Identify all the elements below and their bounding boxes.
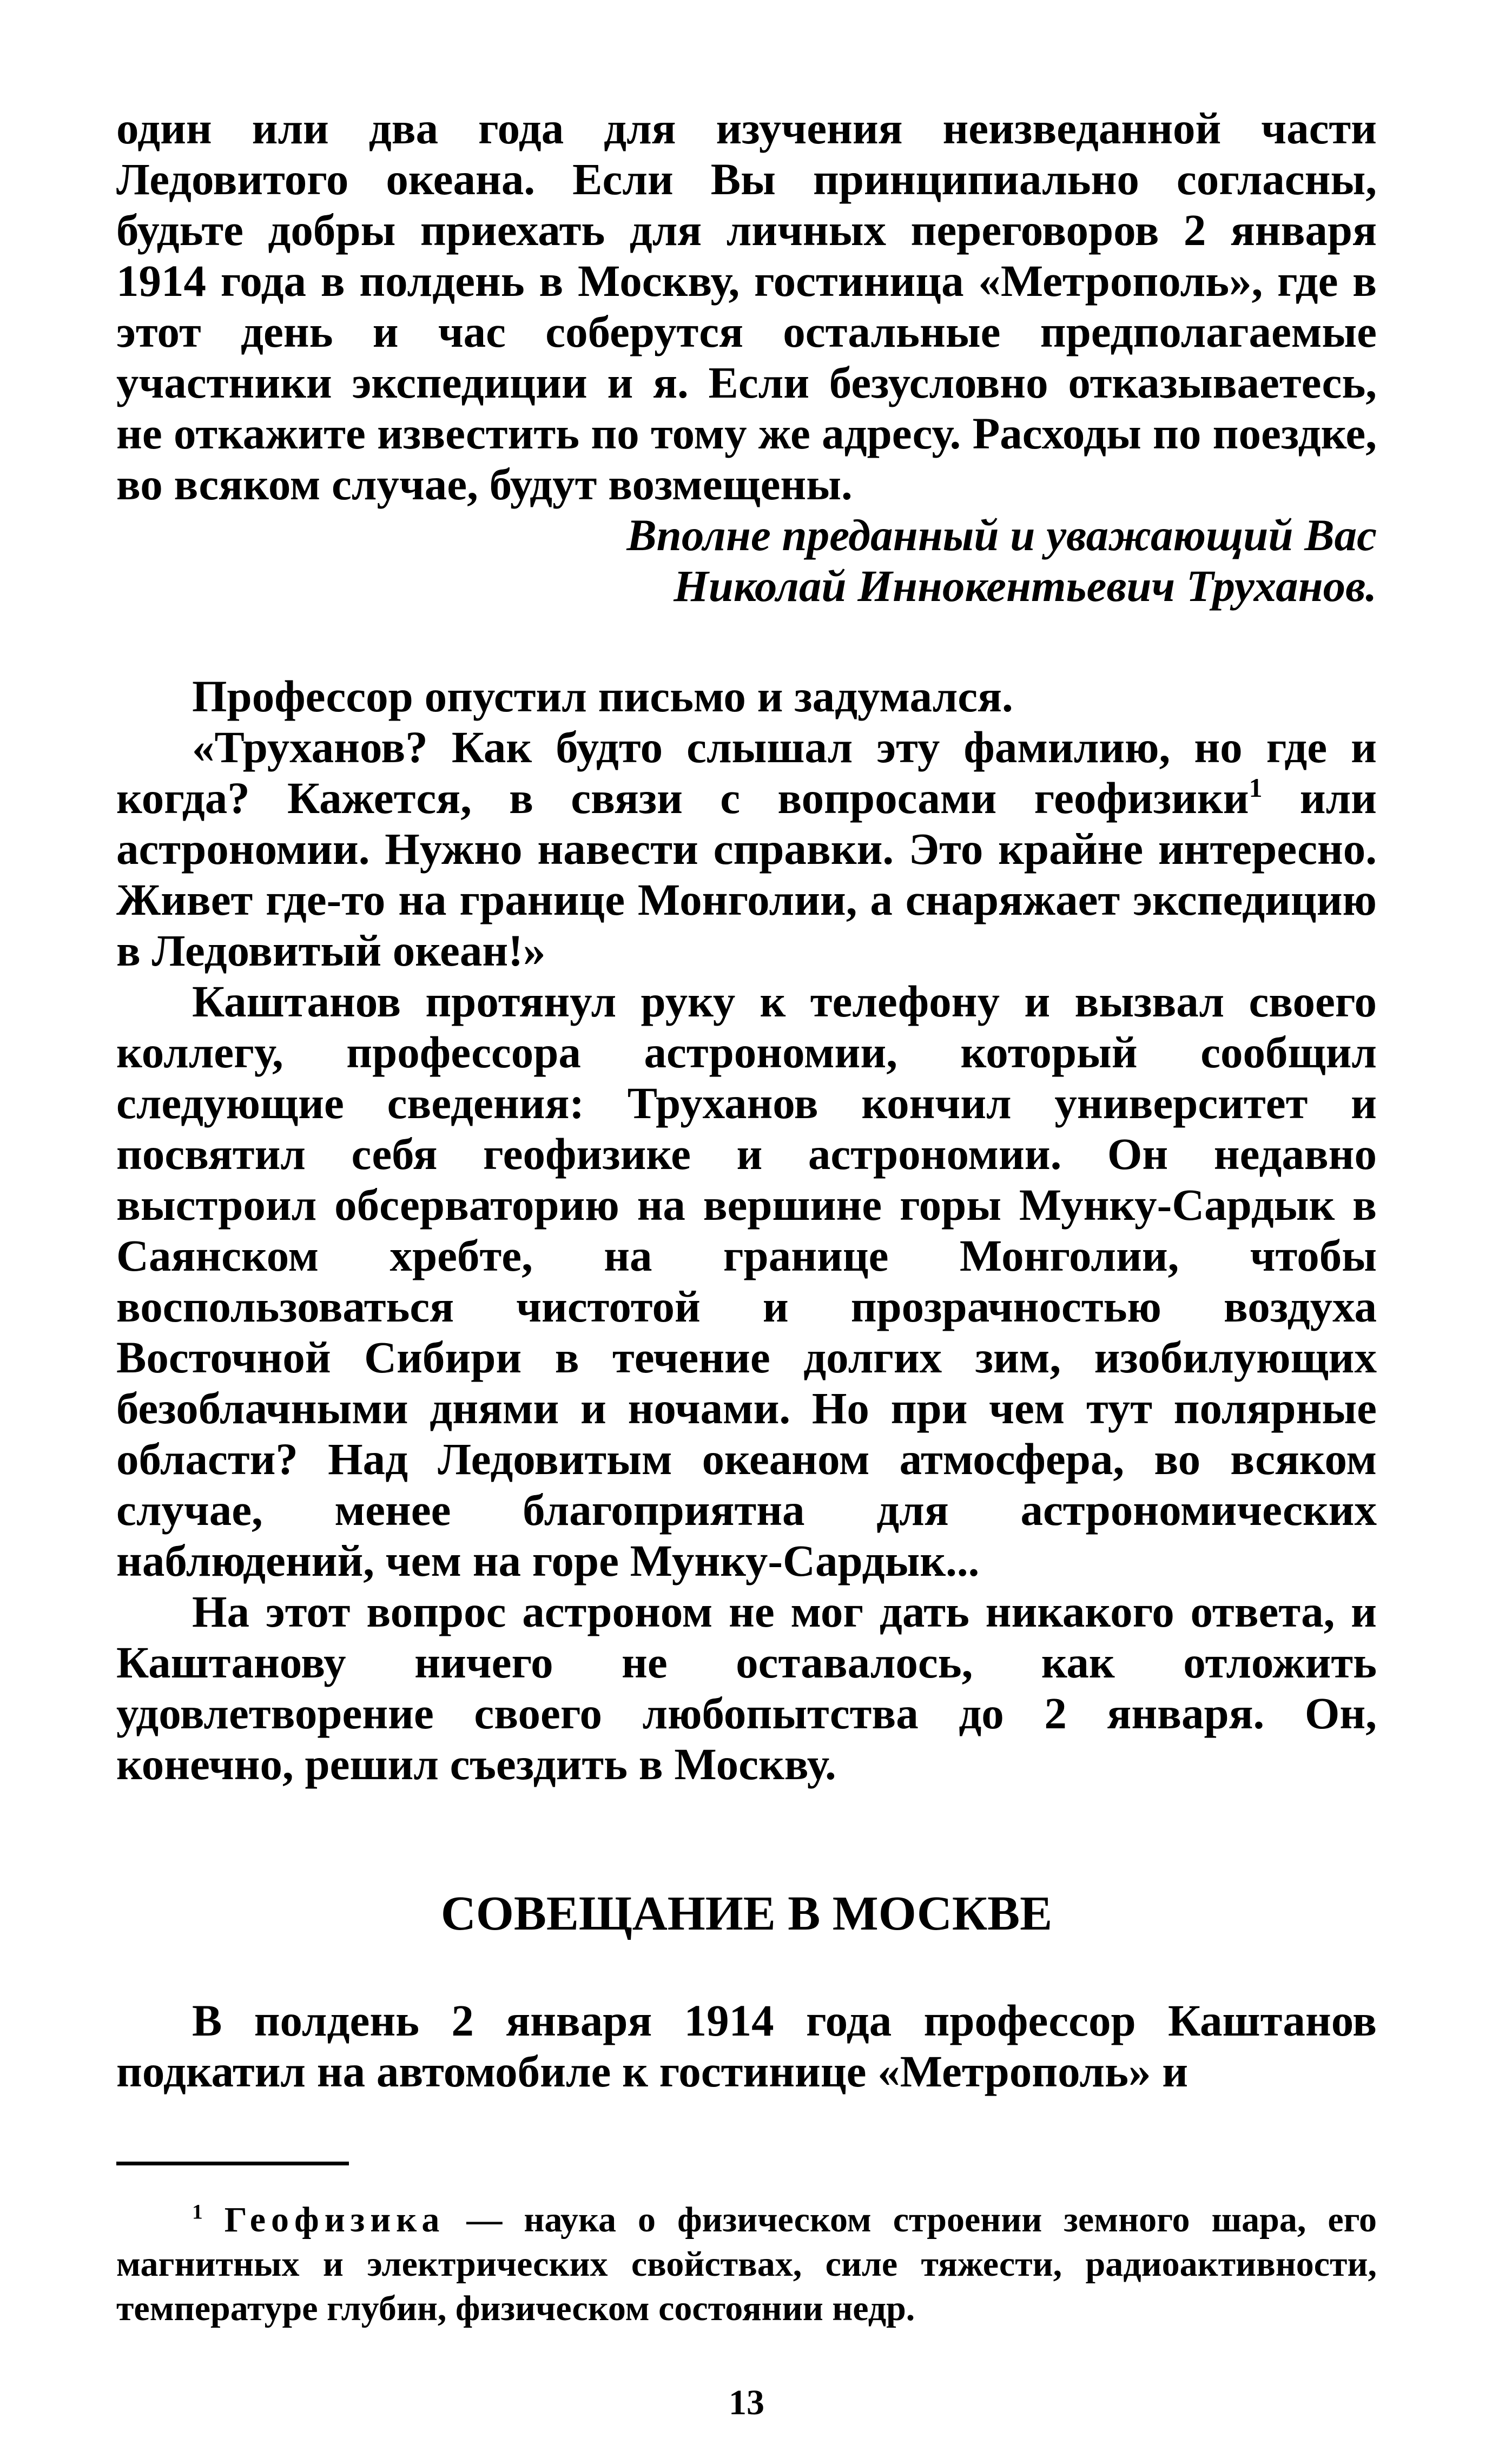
footnote-marker-ref: 1 (1249, 773, 1263, 803)
page-number: 13 (729, 2383, 764, 2422)
letter-closing: Вполне преданный и уважающий Вас (626, 510, 1377, 560)
section-paragraph-1: В полдень 2 января 1914 года профессор Каштанов подкатил на автомобиле к гостинице «Метрополь» и (116, 1996, 1377, 2096)
paragraph-4: На этот вопрос астроном не мог дать никакого ответа, и Каштанову ничего не оставалось, как отложить удовлетворение своего любопытства до 2 января. Он, конечно, решил съездить в Москву. (116, 1587, 1377, 1789)
footnote-term: Геофизика (224, 2200, 445, 2240)
paragraph-2-text-b: или астрономии. Нужно навести справки. Это крайне интересно. Живет где-то на границе Монголии, а снаряжает экспедицию в Ледовитый океан!» (116, 773, 1377, 975)
paragraph-3: Каштанов протянул руку к телефону и вызвал своего коллегу, профессора астрономии, который сообщил следующие сведения: Труханов кончил университет и посвятил себя геофизике и астрономии. Он недавно выстроил обсерваторию на вершине горы Мунку-Сардык в Саянском хребте, на границе Монголии, чтобы воспользоваться чистотой и прозрачностью воздуха Восточной Сибири в течение долгих зим, изобилующих безоблачными днями и ночами. Но при чем тут полярные области? Над Ледовитым океаном атмосфера, во всяком случае, менее благоприятна для астрономических наблюдений, чем на горе Мунку-Сардык... (116, 976, 1377, 1586)
footnote-text: — наука о физическом строении земного шара, его магнитных и электрических свойствах, силе тяжести, радиоактивности, температуре глубин, физическом состоянии недр. (116, 2200, 1377, 2328)
letter-signature-block (116, 510, 1377, 611)
paragraph-1: Профессор опустил письмо и задумался. (192, 671, 1013, 721)
book-page (116, 103, 1377, 2422)
footnote-divider (116, 2162, 349, 2165)
letter-signature: Николай Иннокентьевич Труханов. (674, 561, 1377, 611)
footnote-marker: 1 (192, 2199, 203, 2224)
paragraph-2 (116, 722, 1377, 976)
letter-body: один или два года для изучения неизведанной части Ледовитого океана. Если Вы принципиально согласны, будьте добры приехать для личных переговоров 2 января 1914 года в полдень в Москву, гостиница «Метрополь», где в этот день и час соберутся остальные предполагаемые участники экспедиции и я. Если безусловно отказываетесь, не откажите известить по тому же адресу. Расходы по поездке, во всяком случае, будут возмещены. (116, 103, 1377, 509)
section-heading: СОВЕЩАНИЕ В МОСКВЕ (440, 1887, 1053, 1940)
paragraph-2-text-a: «Труханов? Как будто слышал эту фамилию, но где и когда? Кажется, в связи с вопросами геофизики (116, 722, 1377, 823)
footnote (116, 2198, 1377, 2331)
